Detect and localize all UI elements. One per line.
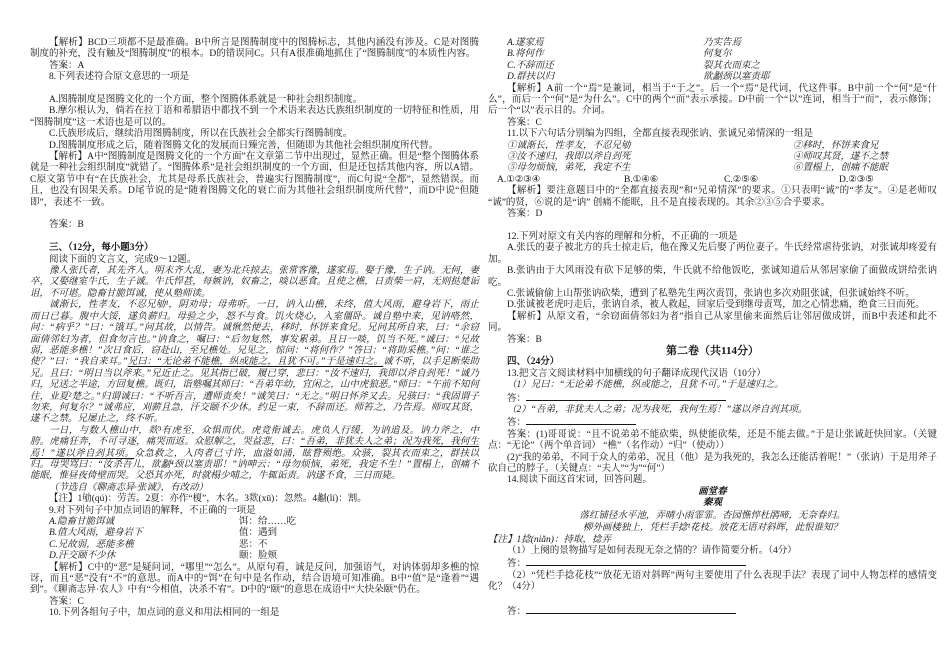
passage-notes: 【注】1劬(qú)：劳苦。2夏：亦作“榎”，木名。3欻(xū)：忽然。4劙(lí)：割。 xyxy=(49,494,367,505)
q12-option-a: A.张氏的妻子被北方的兵士掠走后，他在豫又先后娶了两位妻子。牛氏经常虐待张讷，对张诚却疼爱有加。 xyxy=(488,243,937,265)
q10-option-b: B.将何作 何复尔 xyxy=(507,49,732,60)
q7-analysis: 【解析】BCD三项都不是最准确。B中所言是图腾制度中的图腾标志，其他内涵没有涉及。C是对图腾制度的补充，没有触及“图腾制度”的根本。D的错误同C。只有A很准确地抓住了“图腾制度”的本质性内容。 xyxy=(30,38,479,60)
q13-item1: （1）兄曰：“无论弟不能樵，纵或能之，且犹不可。”于是速归之。 xyxy=(507,380,784,391)
section4-heading: 四、（24分） xyxy=(507,357,560,368)
q11-stem: 11.以下六句话分别编为四组，全都直接表现张讷、张诚兄弟情深的一组是 xyxy=(507,129,814,140)
q10-analysis: 【解析】A前一个“焉”是兼词，相当于“于之”。后一个“焉”是代词，代这件事。B中前一个“何”是“什么”，而后一个“何”是“为什么”。C中的两个“而”表示承接。D中前一个“以”连词，相当于“而”，表示修饰；后一个“以”表示目的。介词。 xyxy=(488,83,937,117)
q11-items-row3: ⑤母勿烦恼，弟死，我定不生 ⑥置榻上，创痛不能眠 xyxy=(507,163,889,174)
section3-heading: 三、（12分，每小题3分） xyxy=(49,243,154,254)
q13-item2: （2）“吾弟，非犹夫人之弟；况为我死，我何生焉！”遂以斧自刭其项。 xyxy=(507,404,808,415)
right-column xyxy=(488,38,937,620)
q9-option-d: D.汗交颐不少休 颐：脸颊 xyxy=(49,551,278,562)
q14-sub1: （1）上阕的景物描写是如何表现无奈之情的？请作简要分析。（4分） xyxy=(507,546,797,557)
q14-sub2: （2）“凭栏手捻花枝”“放花无语对斜晖”两句主要使用了什么表现手法？表现了词中人物怎样的感情变化？（4分） xyxy=(488,570,937,593)
q14-answer-line2: 答： xyxy=(488,605,937,618)
passage-source: （节选自《聊斋志异·张诚》，有改动） xyxy=(49,482,209,493)
poem-author: 秦观 xyxy=(702,498,722,509)
q13-answer-line1: 答： xyxy=(488,392,937,405)
q13-key1: 答案：(1)哥哥说：“且不说弟弟不能砍柴，纵使能砍柴，还是不能去做。”于是让张诚赶快回家。（关键点：“无论”（两个单音词） “樵”（名作动）“归”（使动）） xyxy=(488,429,937,452)
q12-option-b: B.张讷由于大风雨没有砍下足够的柴，牛氏就不给他饭吃，张诚知道后从邻居家偷了面做成饼给张讷吃。 xyxy=(488,266,937,288)
q12-option-d: D.张诚被老虎叼走后，张讷自杀，被人救起，回家后受到继母责骂，加之心情悲痛，绝食三日而死。 xyxy=(507,300,925,311)
q10-option-c: C.不辞而还 裂其衣而束之 xyxy=(507,60,761,71)
q8-analysis: 【解析】A中“图腾制度是图腾文化的一个方面”在文章第二节中出现过，显然正确。但是“整个图腾体系就是一种社会组织制度”就错了。“图腾体系”是社会组织制度的一个方面，但是还包括其他内容，所以A错。C原文第节中有“在氏族社会，尤其是母系氏族社会，普遍实行图腾制度”，而C句说“全都”，显然错误。而且，也没有因果关系。D尾节说的是“随着图腾文化的衰亡而为其他社会组织制度所代替”，而D中说“但随即”，表述不一致。 xyxy=(30,152,479,208)
poem-note: 【注】1捻(niǎn)：持取，捻弄 xyxy=(488,534,611,545)
q14-answer-line1: 答： xyxy=(488,557,937,570)
q7-answer: 答案：A xyxy=(49,60,85,71)
q9-option-c: C.兄故弱，恶能多樵 恶：不 xyxy=(49,539,268,550)
poem-title: 画堂春 xyxy=(698,486,727,497)
q9-option-a: A.隐畜甘脆饵诚 饵：给……吃 xyxy=(49,517,297,528)
q14-intro: 14.阅读下面这首宋词，回答问题。 xyxy=(507,475,652,486)
q8-answer: 答案：B xyxy=(49,220,84,231)
q9-stem: 9.对下列句子中加点词语的解释，不正确的一项是 xyxy=(49,505,256,516)
q10-stem: 10.下列各组句子中，加点词的意义和用法相同的一组是 xyxy=(49,608,280,619)
q11-analysis: 【解析】要注意题目中的“全都直接表现”和“兄弟情深”的要求。①只表明“诚”的“孝友”。④是老师叹“诚”的贤，⑥说的是“讷” 创痛不能眠，且不是直接表现的。其余②③⑤合乎要求。 xyxy=(488,186,937,208)
q12-option-c: C.张诚偷偷上山帮张讷砍柴，遭到了私塾先生两次责罚，张讷也多次劝阻张诚，但张诚始终不听。 xyxy=(507,288,915,299)
q10-option-a: A.遂家焉 乃实告焉 xyxy=(507,38,742,48)
q13-key2: (2)“我的弟弟，不同于众人的弟弟，况且（他）是为我死的，我怎么还能活着呢！”（张讷）于是用斧子砍自己的脖子。（关键点：“夫人”“为”“何”） xyxy=(488,452,937,475)
answer-blank xyxy=(526,392,726,401)
answer-blank xyxy=(526,557,746,566)
q9-analysis: 【解析】C中的“恶”是疑问词，“哪里”“怎么”。从原句看，诚是反问，加强语气，对讷体弱却多樵的惊讶，而且“恶”没有“不”的意思。而A中的“饵”在句中是名作动，结合语境可知准确。B中“值”是“逢着”“遇到”。《聊斋志异·农人》中有“今相值，决杀不宥”。D中的“颐”的意思在成语中“大快朵颐”仍在。 xyxy=(30,562,479,596)
passage xyxy=(30,266,479,483)
reading-intro: 阅读下面的文言文，完成9～12题。 xyxy=(49,254,197,265)
q8-option-d: D.图腾制度形成之后，随着图腾文化的发展而日臻完善，但随即为其他社会组织制度所代替。 xyxy=(49,140,439,151)
q12-analysis: 【解析】从原文看，“余窃面倩邻妇为者”指自己从家里偷来面然后让邻居做成饼，而B中表述和此不同。 xyxy=(488,311,937,334)
q8-option-c: C.氏族形成后，继续沿用图腾制度，所以在氏族社会全都实行图腾制度。 xyxy=(49,129,353,140)
volume2-heading: 第二卷（共114分） xyxy=(666,344,759,357)
q11-items-row2: ③汝不速归，我即以斧自刭死 ④师叹其贤，遂不之禁 xyxy=(507,152,889,163)
q11-items-row1: ①诚渐长，性孝友，不忍兄劬 ②移时，怀饼来食兄 xyxy=(507,140,879,151)
q12-answer: 答案：B xyxy=(507,334,542,345)
q9-answer: 答案：C xyxy=(49,596,84,607)
q8-option-b: B.摩尔根认为，倘若在拉丁语和希腊语中都找不到一个术语来表达氏族组织制度的一切特征和性质，用“图腾制度”这一术语也是可以的。 xyxy=(30,106,479,128)
q13-stem: 13.把文言文阅读材料中加横线的句子翻译成现代汉语（10分） xyxy=(507,368,766,379)
q12-stem: 12.下列对原文有关内容的理解和分析，不正确的一项是 xyxy=(507,231,738,242)
q11-answer: 答案：D xyxy=(507,209,543,220)
passage-paragraph: 诚渐长，性孝友，不忍兄劬¹，阴劝母；母弗听。一日，讷入山樵，未终，值大风雨，避身岩下，雨止而日已暮。腹中大馁，遂负薪归。母验之少，怒不与食。饥火烧心，入室僵卧。诚自塾中来，见讷嗒然，问：“病乎？”曰：“饿耳。”问其故，以情告。诚愀然便去，移时，怀饼来食兄。兄问其所自来，曰：“余窃面倩邻妇为者，但食勿言也。”讷食之，嘱曰：“后勿复然，事发累弟。且日一啖，饥当不死。”诚曰：“兄故弱，恶能多樵！”次日食后，窃赴山，至兄樵处。兄见之，惊问：“将何作？”答曰：“将助采樵。”问：“谁之使？”曰：“我自来耳。”兄曰：“无论弟不能樵，纵或能之，且犹不可。”于是速归之。诚不听，以手足断柴助兄。且曰：“明日当以斧来。”兄近止之。见其指已破，履已穿，悲曰：“汝不速归，我即以斧自刭死！”诚乃归，兄送之半途，方回复樵。既归，诣塾嘱其师曰：“吾弟年幼，宜闲之，山中虎狼恶。”师曰：“午前不知何往，业夏²楚之。”归谓诚曰：“不听吾言，遭师责矣！”诚笑曰：“无之。”明日怀斧又去。兄骇曰：“我固谓子勿来，何复尔？”诚弗应，刈薪且急，汗交颐不少休。约足一束，不辞而还。师笞之，乃告焉。师叹其贤，遂不之禁。兄屡止之，终不听。 xyxy=(30,300,479,425)
passage-paragraph: 豫人张氏者，其先齐人。明末齐大乱，妻为北兵掠去。张常客豫，遂家焉。娶于豫，生子讷。无何，妻卒，又娶继室牛氏，生子诚。牛氏悍甚，每嫉讷，奴畜之，啖以恶食。且使之樵，日责柴一肩，无则挞楚诟诅，不可堪。隐畜甘脆饵诚，使从塾师读。 xyxy=(30,266,479,299)
q9-option-b: B.值大风雨，避身岩下 值：遇到 xyxy=(49,528,278,539)
q11-choices: A.①②③④ B.①④⑥ C.②⑤⑥ D.②③⑤ xyxy=(497,174,874,185)
passage-paragraph: 一日，与数人樵山中，欻³有虎至，众惧而伏。虎竟衔诚去。虎负人行缓，为讷追及。讷力斧之，中胯。虎痛狂奔，不可寻逐，痛哭而返。众慰解之，哭益悲，曰：“吾弟，非犹夫人之弟；况为我死，我何生焉！”遂以斧自刭其项。众急救之，入肉者已寸许，血溢如涌，眩瞀殒绝。众骇，裂其衣而束之，群扶以归。母哭骂曰：“汝杀吾儿，欲劙⁴颈以塞责耶！”讷呻云：“母勿烦恼，弟死，我定不生！”置榻上，创痛不能眠，惟昼夜倚壁而哭。父恐其亦死，时就榻少哺之，牛辄诟责。讷遂不食，三日而毙。 xyxy=(30,425,479,482)
q10-option-d: D.群扶以归 欲劙颈以塞责耶 xyxy=(507,72,770,83)
q8-option-a: A.图腾制度是图腾文化的一个方面，整个图腾体系就是一种社会组织制度。 xyxy=(49,95,363,106)
q8-stem: 8.下列表述符合原文意思的一项是 xyxy=(49,72,190,83)
q10-answer: 答案：C xyxy=(507,117,542,128)
q13-answer-line2: 答： xyxy=(488,416,937,429)
answer-blank xyxy=(526,605,736,614)
poem-line2: 柳外画楼独上，凭栏手捻¹花枝。放花无语对斜晖，此恨谁知？ xyxy=(582,523,843,534)
left-column xyxy=(30,38,479,620)
answer-blank xyxy=(526,416,636,425)
poem-line1: 落红铺径水平池，弄晴小雨霏霏。杏园憔悴杜鹃啼，无奈春归。 xyxy=(579,510,846,521)
